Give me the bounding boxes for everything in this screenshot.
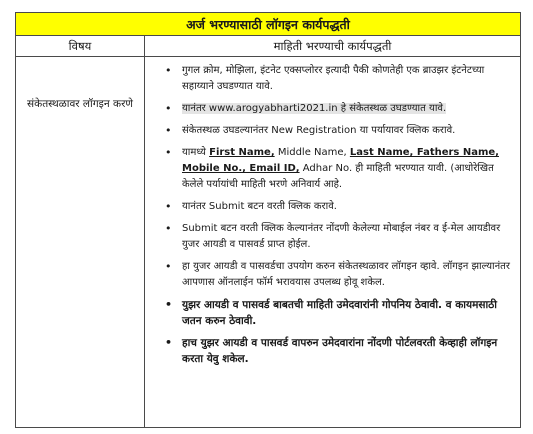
list-item: • यानंतर Submit बटन वरती क्लिक करावे. <box>165 199 512 215</box>
steps-list <box>145 63 512 367</box>
list-item: • हा युजर आयडी व पासवर्डचा उपयोग करुन संकेतस्थळावर लॉगइन व्हावे. लॉगइन झाल्यानंतर आपणास ऑनलाईन फॉर्म भरावयास उपलब्ध होवू शकेल. <box>165 259 512 291</box>
step-text: Adhar No. ही माहिती भरण्यात यावी. (आधोरेखित केलेले पर्यायांची माहिती भरणे अनिवार्य आहे. <box>182 163 494 190</box>
list-item <box>165 101 512 117</box>
list-item: • Submit बटन वरती क्लिक केल्यानंतर नोंदणी केलेल्या मोबाईल नंबर व ई-मेल आयडीवर युजर आयडी व पासवर्ड प्राप्त होईल. <box>165 221 512 253</box>
list-item <box>165 145 512 193</box>
method-header: माहिती भरण्याची कार्यपद्धती <box>145 36 521 57</box>
title-row <box>16 13 521 36</box>
highlighted-step: यानंतर www.arogyabharti2021.in हे संकेतस्थळ उघडण्यात यावे. <box>182 103 447 114</box>
procedure-table <box>15 12 521 428</box>
subject-header: विषय <box>16 36 145 57</box>
step-text: यामध्ये <box>182 147 210 158</box>
required-field-label: Last Name, Fathers Name, Mobile No., Email ID, <box>182 147 499 174</box>
step-text: Middle Name, <box>274 147 350 158</box>
list-item: • युझर आयडी व पासवर्ड बाबतची माहिती उमेदवारांनी गोपनिय ठेवावी. व कायमसाठी जतन करुन ठेवावी. <box>165 297 512 329</box>
table-row <box>16 57 521 428</box>
list-item: • संकेतस्थळ उघडल्यानंतर New Registration या पर्यायावर क्लिक करावे. <box>165 123 512 139</box>
method-cell <box>145 57 521 428</box>
required-field-label: First Name, <box>209 147 275 158</box>
list-item: • गुगल क्रोम, मोझिला, इंटनेट एक्सप्लोरर इत्यादी पैकी कोणतेही एक ब्राउझर इंटनेटच्या सहाय्याने उघडण्यात यावे. <box>165 63 512 95</box>
table-title: अर्ज भरण्यासाठी लॉगइन कार्यपद्धती <box>16 13 521 36</box>
subject-cell: संकेतस्थळावर लॉगइन करणे <box>16 57 145 428</box>
list-item: • हाच युझर आयडी व पासवर्ड वापरुन उमेदवारांना नोंदणी पोर्टलवरती केव्हाही लॉगइन करता येवु शकेल. <box>165 335 512 367</box>
header-row <box>16 36 521 57</box>
